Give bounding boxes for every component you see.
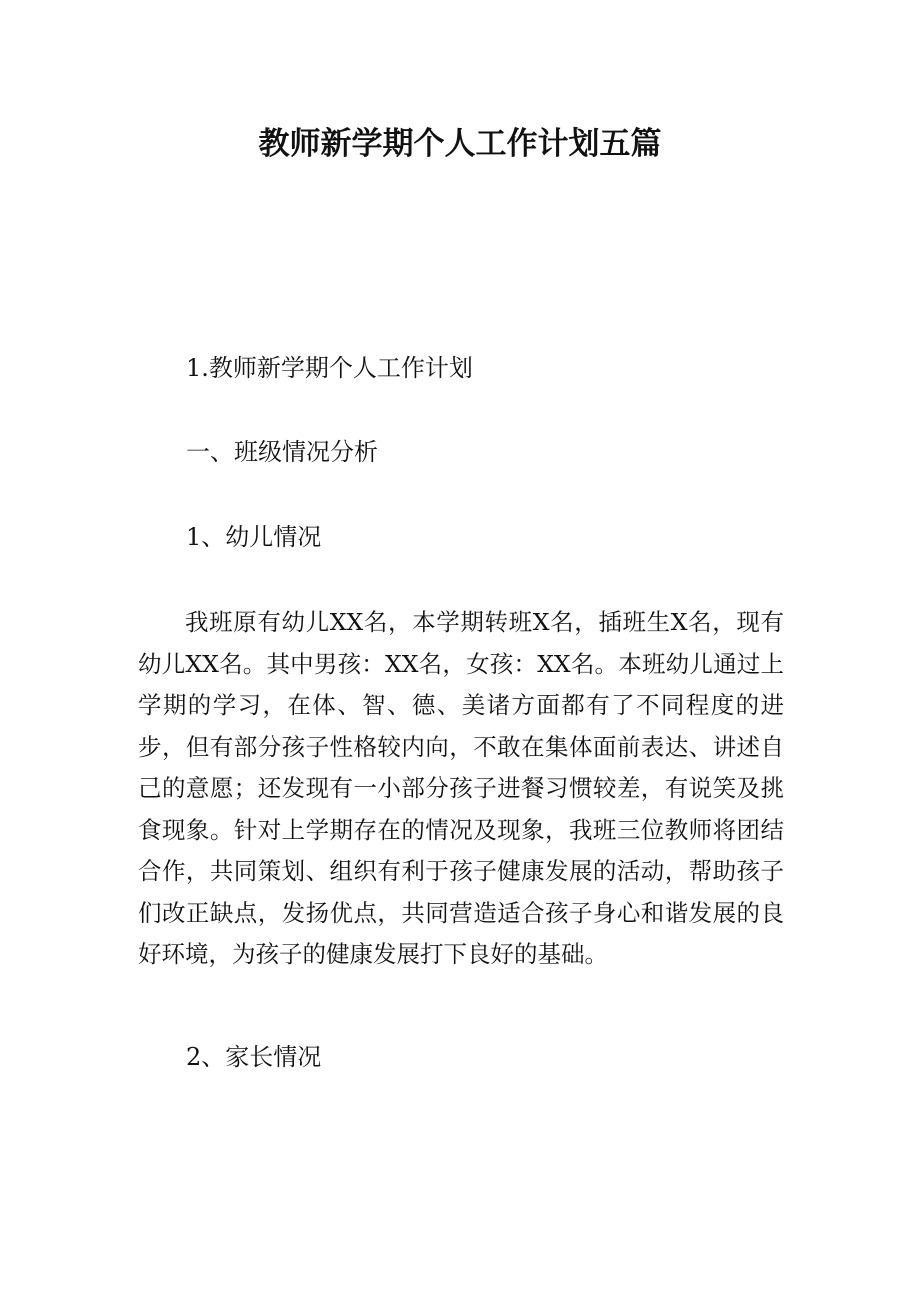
document-title: 教师新学期个人工作计划五篇 bbox=[258, 126, 662, 162]
subsection-heading-parents: 2、家长情况 bbox=[186, 1043, 322, 1071]
paragraph-children-situation: 我班原有幼儿XX名，本学期转班X名，插班生X名，现有幼儿XX名。其中男孩：XX名，女孩：XX名。本班幼儿通过上学期的学习，在体、智、德、美诸方面都有了不同程度的进步，但有部分孩子性格较内向，不敢在集体面前表达、讲述自己的意愿；还发现有一小部分孩子进餐习惯较差，有说笑及挑食现象。针对上学期存在的情况及现象，我班三位教师将团结合作，共同策划、组织有利于孩子健康发展的活动，帮助孩子们改正缺点，发扬优点，共同营造适合孩子身心和谐发展的良好环境，为孩子的健康发展打下良好的基础。 bbox=[138, 608, 784, 968]
plan-heading: 1.教师新学期个人工作计划 bbox=[186, 354, 473, 382]
subsection-heading-children: 1、幼儿情况 bbox=[186, 523, 322, 551]
section-heading: 一、班级情况分析 bbox=[186, 438, 378, 466]
